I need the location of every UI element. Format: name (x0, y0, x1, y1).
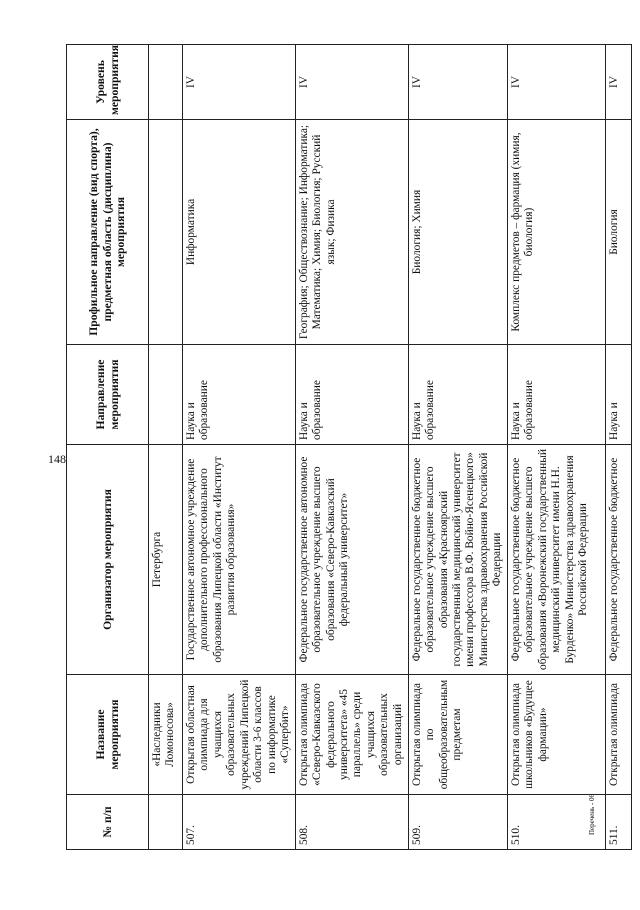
cell-name: «Наследники Ломоносова» (149, 675, 183, 795)
footer-note (588, 794, 628, 895)
cell-profile: География; Обществознание; Информатика; Математика; Химия; Биология; Русский язык; Физика (295, 120, 408, 345)
cell-level: IV (408, 45, 507, 120)
events-table (66, 44, 632, 850)
cell-organizer: Федеральное государственное бюджетное (605, 445, 631, 675)
continuation-row (149, 45, 183, 850)
footer-note-text: Перечень - 06 (588, 794, 596, 835)
cell-profile: Информатика (183, 120, 296, 345)
cell-num (149, 795, 183, 850)
cell-profile (149, 120, 183, 345)
table-row (295, 45, 408, 850)
cell-profile: Комплекс предметов – фармация (химия, биология) (507, 120, 605, 345)
cell-organizer: Федеральное государственное бюджетное образовательное учреждение высшего образования «Воронежский государственный медицинский университет имени Н.Н. Бурденко» Министерства здравоохранения Российской Федерации (507, 445, 605, 675)
cell-level: IV (295, 45, 408, 120)
cell-organizer: Федеральное государственное бюджетное образовательное учреждение высшего образования «Красноярский государственный медицинский университет имени профессора В.Ф. Войно-Ясенецкого» Министерства здравоохранения Российской Федерации (408, 445, 507, 675)
cell-direction: Наука и образование (408, 345, 507, 445)
header-name: Название мероприятия (67, 675, 149, 795)
cell-num: 510. (507, 795, 605, 850)
cell-name: Открытая олимпиада по общеобразовательным предметам (408, 675, 507, 795)
header-organizer: Организатор мероприятия (67, 445, 149, 675)
events-table-container (66, 45, 621, 850)
cell-direction: Наука и (605, 345, 631, 445)
cell-direction (149, 345, 183, 445)
cell-name: Открытая олимпиада школьников «Будущее фармации» (507, 675, 605, 795)
cell-level: IV (605, 45, 631, 120)
cell-num: 511. (605, 795, 631, 850)
header-direction: Направление мероприятия (67, 345, 149, 445)
cell-direction: Наука и образование (183, 345, 296, 445)
header-num: № п/п (67, 795, 149, 850)
cell-organizer: Государственное автономное учреждение дополнительного профессионального образования Липецкой области «Институт развития образования» (183, 445, 296, 675)
cell-direction: Наука и образование (507, 345, 605, 445)
page-number: 148 (48, 452, 66, 466)
cell-profile: Биология (605, 120, 631, 345)
table-row (408, 45, 507, 850)
header-profile: Профильное направление (вид спорта), предметная область (дисциплина) мероприятия (67, 120, 149, 345)
cell-num: 508. (295, 795, 408, 850)
cell-profile: Биология; Химия (408, 120, 507, 345)
table-header-row (67, 45, 149, 850)
cell-organizer: Петербурга (149, 445, 183, 675)
table-row (507, 45, 605, 850)
table-row (605, 45, 631, 850)
header-level: Уровень мероприятия (67, 45, 149, 120)
cell-organizer: Федеральное государственное автономное образовательное учреждение высшего образования «Северо-Кавказский федеральный университет» (295, 445, 408, 675)
cell-name: Открытая областная олимпиада для учащихся образовательных учреждений Липецкой области 3-6 классов по информатике «Супербит» (183, 675, 296, 795)
cell-num: 507. (183, 795, 296, 850)
cell-name: Открытая олимпиада (605, 675, 631, 795)
cell-level: IV (183, 45, 296, 120)
cell-name: Открытая олимпиада «Северо-Кавказского федерального университета» «45 параллель» среди учащихся образовательных организаций (295, 675, 408, 795)
cell-level: IV (507, 45, 605, 120)
cell-level (149, 45, 183, 120)
cell-direction: Наука и образование (295, 345, 408, 445)
cell-num: 509. (408, 795, 507, 850)
table-row (183, 45, 296, 850)
